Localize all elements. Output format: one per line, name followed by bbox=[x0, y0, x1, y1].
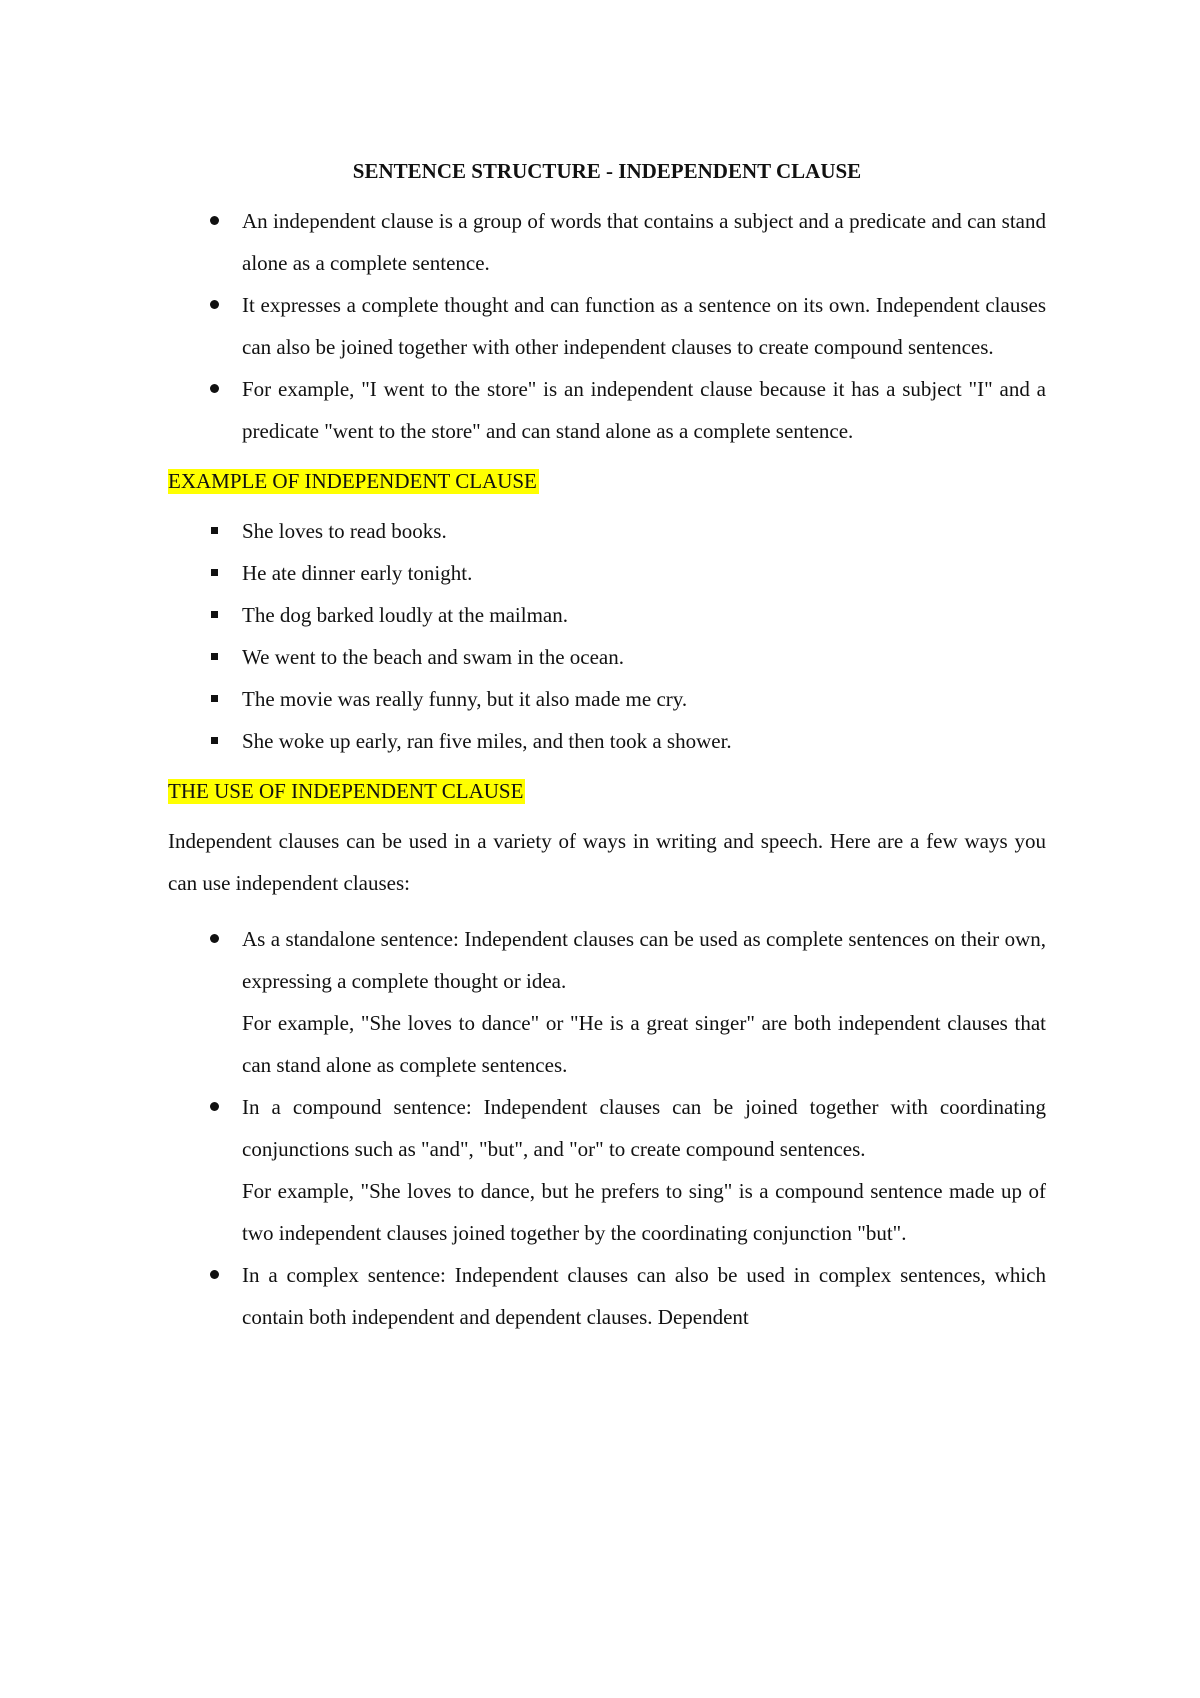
list-item-text: In a complex sentence: Independent clauses can also be used in complex sentences, which contain both independent and dependent clauses. Dependent bbox=[242, 1263, 1046, 1329]
bullet-dot-icon bbox=[210, 1270, 219, 1279]
bullet-dot-icon bbox=[210, 300, 219, 309]
list-item-text: As a standalone sentence: Independent clauses can be used as complete sentences on their own, expressing a complete thought or idea. bbox=[242, 927, 1046, 993]
list-item bbox=[168, 918, 1046, 1086]
list-item bbox=[168, 720, 1046, 762]
examples-heading bbox=[168, 468, 1046, 494]
list-item-text: She loves to read books. bbox=[242, 519, 447, 543]
list-item-text: An independent clause is a group of words that contains a subject and a predicate and can stand alone as a complete sentence. bbox=[242, 209, 1046, 275]
bullet-square-icon bbox=[211, 653, 218, 660]
list-item-example: For example, "She loves to dance" or "He is a great singer" are both independent clauses that can stand alone as complete sentences. bbox=[242, 1011, 1046, 1077]
list-item bbox=[168, 1086, 1046, 1254]
list-item bbox=[168, 1254, 1046, 1338]
list-item bbox=[168, 636, 1046, 678]
list-item-text: It expresses a complete thought and can function as a sentence on its own. Independent clauses can also be joined together with other independent clauses to create compound sentences. bbox=[242, 293, 1046, 359]
bullet-dot-icon bbox=[210, 384, 219, 393]
list-item bbox=[168, 510, 1046, 552]
bullet-square-icon bbox=[211, 611, 218, 618]
bullet-dot-icon bbox=[210, 934, 219, 943]
examples-list bbox=[168, 510, 1046, 762]
list-item-text: The movie was really funny, but it also made me cry. bbox=[242, 687, 688, 711]
document-title: SENTENCE STRUCTURE - INDEPENDENT CLAUSE bbox=[352, 159, 862, 183]
bullet-square-icon bbox=[211, 695, 218, 702]
list-item bbox=[168, 678, 1046, 720]
list-item-text: In a compound sentence: Independent clauses can be joined together with coordinating conjunctions such as "and", "but", and "or" to create compound sentences. bbox=[242, 1095, 1046, 1161]
list-item-text: She woke up early, ran five miles, and then took a shower. bbox=[242, 729, 732, 753]
list-item-text: The dog barked loudly at the mailman. bbox=[242, 603, 568, 627]
bullet-square-icon bbox=[211, 737, 218, 744]
use-heading-text: THE USE OF INDEPENDENT CLAUSE bbox=[168, 779, 524, 803]
examples-heading-text: EXAMPLE OF INDEPENDENT CLAUSE bbox=[168, 469, 537, 493]
document-page bbox=[168, 150, 1046, 1338]
bullet-square-icon bbox=[211, 569, 218, 576]
use-intro-paragraph: Independent clauses can be used in a variety of ways in writing and speech. Here are a few ways you can use independent clauses: bbox=[168, 829, 1046, 895]
uses-bullet-list bbox=[168, 918, 1046, 1338]
bullet-dot-icon bbox=[210, 1102, 219, 1111]
use-heading bbox=[168, 778, 1046, 804]
list-item bbox=[168, 368, 1046, 452]
list-item-text: For example, "I went to the store" is an independent clause because it has a subject "I" and a predicate "went to the store" and can stand alone as a complete sentence. bbox=[242, 377, 1046, 443]
list-item bbox=[168, 200, 1046, 284]
list-item bbox=[168, 284, 1046, 368]
list-item bbox=[168, 594, 1046, 636]
list-item-text: We went to the beach and swam in the ocean. bbox=[242, 645, 624, 669]
list-item bbox=[168, 552, 1046, 594]
bullet-square-icon bbox=[211, 527, 218, 534]
list-item-example: For example, "She loves to dance, but he prefers to sing" is a compound sentence made up of two independent clauses joined together by the coordinating conjunction "but". bbox=[242, 1179, 1046, 1245]
list-item-text: He ate dinner early tonight. bbox=[242, 561, 473, 585]
intro-bullet-list bbox=[168, 200, 1046, 452]
bullet-dot-icon bbox=[210, 216, 219, 225]
